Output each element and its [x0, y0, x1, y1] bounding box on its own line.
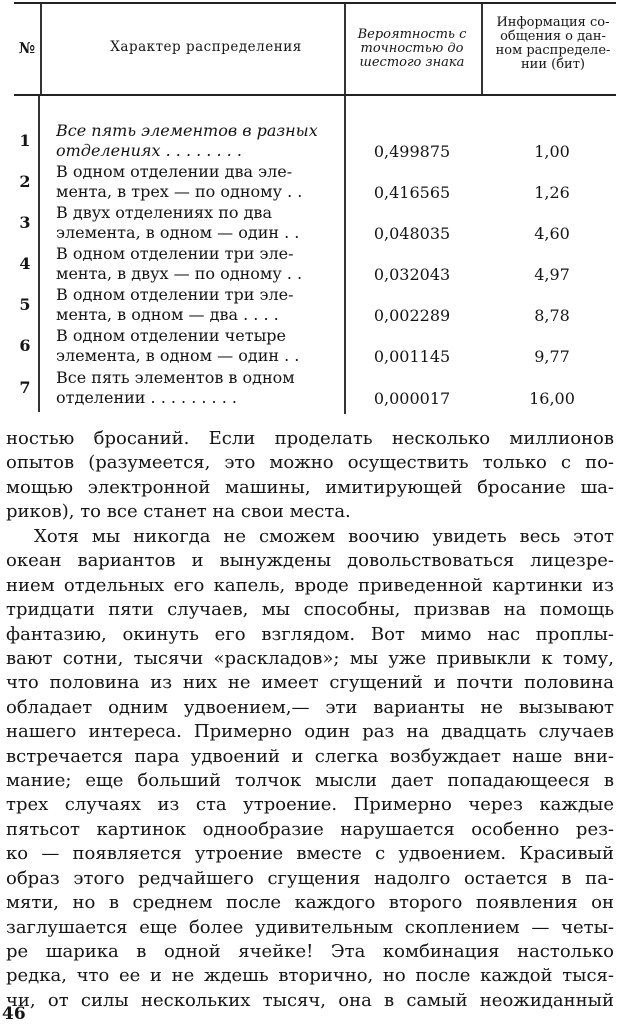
row-description: В одном отделении два эле- мента, в трех — по одному . .: [56, 162, 303, 201]
column-divider: [481, 4, 483, 94]
row-number: 2: [19, 172, 31, 191]
header-bottom-rule: [14, 94, 616, 96]
row-probability: 0,416565: [373, 183, 451, 202]
table-top-rule: [14, 2, 616, 4]
text-line: нием отдельных его капель, вроде приведенной картинки из: [6, 574, 614, 596]
paragraph-main: [6, 525, 614, 1013]
row-information: 8,78: [534, 306, 570, 325]
header-divider: [40, 4, 42, 94]
table-row: [14, 326, 616, 368]
row-probability: 0,001145: [373, 347, 451, 366]
row-information: 4,97: [534, 265, 570, 284]
text-line: пятьсот картинок однообразие нарушается особенно рез-: [6, 818, 614, 840]
header-character: Характер распределения: [110, 39, 302, 55]
text-line: обладает одним удвоением,— эти варианты не вызывают: [6, 696, 614, 718]
text-line: опытов (разумеется, это можно осуществить только с по-: [6, 452, 614, 474]
row-information: 1,26: [534, 183, 570, 202]
text-line: вают сотни, тысячи «раскладов»; мы уже привыкли к тому,: [6, 648, 614, 670]
row-information: 4,60: [534, 224, 570, 243]
row-number: 6: [19, 336, 31, 355]
text-line: что половина из них не имеет сгущений и почти половина: [6, 672, 614, 694]
text-line: чи, от силы нескольких тысяч, она в самый неожиданный: [6, 989, 614, 1011]
text-line: встречается пара удвоений и слегка возбуждает наше вни-: [6, 745, 614, 767]
table-row: [14, 162, 616, 204]
row-number: 5: [19, 295, 31, 314]
text-line: Хотя мы никогда не сможем воочию увидеть весь этот: [34, 526, 614, 547]
table-row: [14, 285, 616, 327]
row-number: 4: [19, 254, 31, 273]
row-probability: 0,499875: [373, 142, 451, 161]
paragraph-continuation: [6, 427, 614, 525]
row-information: 1,00: [534, 142, 570, 161]
text-line: мание; еще больший толчок мысли дает попадающееся в: [6, 770, 614, 792]
row-description: В двух отделениях по два элемента, в одном — один . .: [56, 203, 300, 242]
row-probability: 0,000017: [373, 389, 451, 408]
text-line: образ этого редчайшего сгущения надолго остается в па-: [6, 867, 614, 889]
row-description: В одном отделении три эле- мента, в двух — по одному . .: [56, 244, 303, 283]
header-number: №: [18, 39, 36, 57]
text-line: ре шарика в одной ячейке! Эта комбинация настолько: [6, 940, 614, 962]
row-description: Все пять элементов в одном отделении . . . . . . . . .: [56, 368, 295, 407]
text-line: тридцати пяти случаев, мы способны, призвав на помощь: [6, 599, 614, 621]
header-probability: Вероятность с точностью до шестого знака: [357, 27, 467, 70]
text-line: риков), то все станет на свои места.: [6, 501, 351, 523]
text-line: мощью электронной машины, имитирующей бросание ша-: [6, 476, 614, 498]
text-line: трех случаях из ста утроение. Примерно через каждые: [6, 794, 614, 816]
row-information: 16,00: [529, 389, 575, 408]
row-number: 7: [19, 378, 31, 397]
text-line: океан вариантов и вынуждены довольствоваться лицезре-: [6, 550, 614, 572]
text-line: ностью бросаний. Если проделать несколько миллионов: [6, 428, 614, 449]
text-line: ко — появляется утроение вместе с удвоением. Красивый: [6, 843, 614, 865]
table-row: [14, 244, 616, 286]
row-description: В одном отделении три эле- мента, в одном — два . . . .: [56, 285, 294, 324]
table-row: [14, 121, 616, 163]
table-row: [14, 203, 616, 245]
row-probability: 0,032043: [373, 265, 451, 284]
text-line: редка, что ее и не ждешь вторично, но после каждой тыся-: [6, 965, 614, 987]
row-number: 1: [19, 131, 31, 150]
table-row: [14, 368, 616, 410]
row-information: 9,77: [534, 347, 570, 366]
row-description: Все пять элементов в разных отделениях . . . . . . . .: [56, 121, 318, 160]
distribution-table: [14, 2, 616, 414]
text-line: заглушается еще более удивительным скоплением — четы-: [6, 916, 614, 938]
row-number: 3: [19, 213, 31, 232]
row-description: В одном отделении четыре элемента, в одном — один . .: [56, 326, 300, 365]
text-line: фантазию, окинуть его взглядом. Вот мимо нас проплы-: [6, 623, 614, 645]
text-line: нашего интереса. Примерно один раз на двадцать случаев: [6, 721, 614, 743]
page-number: 46: [2, 1004, 26, 1024]
row-probability: 0,048035: [373, 224, 451, 243]
text-line: мяти, но в среднем после каждого второго появления он: [6, 892, 614, 914]
header-information: Информация со- общения о дан- ном распределе- нии (бит): [495, 15, 611, 72]
row-probability: 0,002289: [373, 306, 451, 325]
